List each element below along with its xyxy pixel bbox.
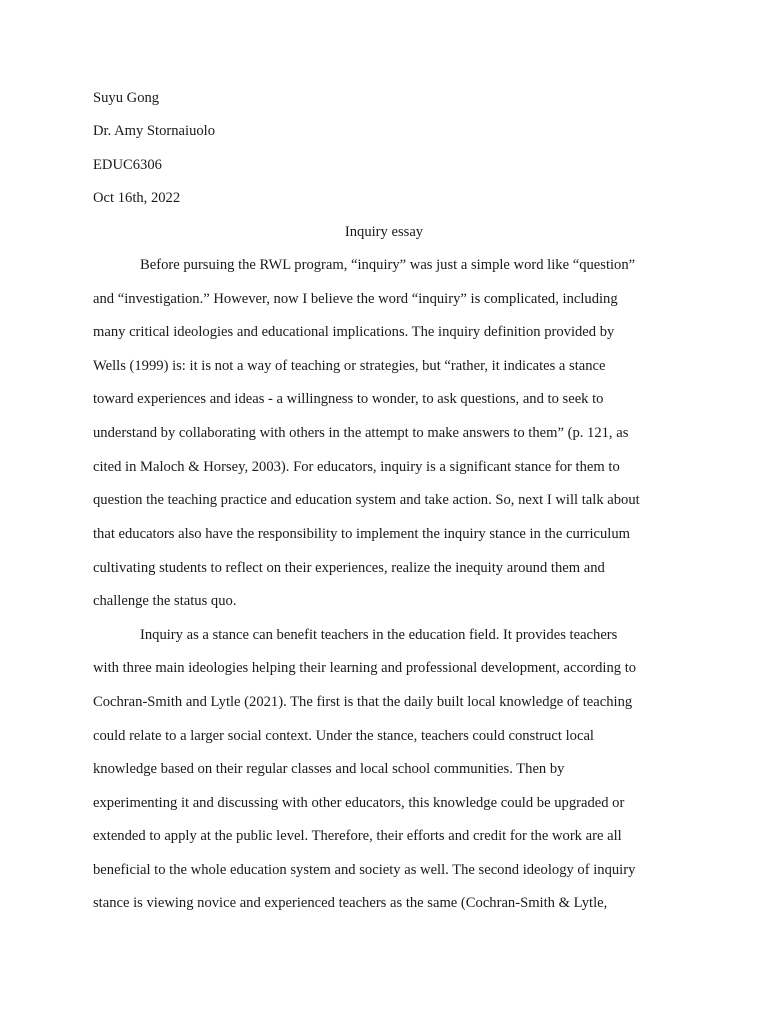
paragraph-line: challenge the status quo.	[93, 593, 237, 609]
instructor-name: Dr. Amy Stornaiuolo	[93, 123, 216, 139]
author-name: Suyu Gong	[93, 90, 160, 106]
course-code: EDUC6306	[93, 157, 162, 173]
essay-title: Inquiry essay	[344, 224, 424, 240]
paragraph-line: Wells (1999) is: it is not a way of teaching or strategies, but “rather, it indicates a stance	[93, 358, 606, 374]
paragraph-line: could relate to a larger social context. Under the stance, teachers could construct local	[93, 728, 594, 744]
paragraph-line: understand by collaborating with others in the attempt to make answers to them” (p. 121, as	[93, 425, 629, 441]
paragraph-line: Before pursuing the RWL program, “inquiry” was just a simple word like “question”	[140, 257, 636, 273]
paragraph-line: toward experiences and ideas - a willingness to wonder, to ask questions, and to seek to	[93, 391, 604, 407]
paragraph-line: Inquiry as a stance can benefit teachers in the education field. It provides teachers	[140, 627, 618, 643]
paragraph-line: many critical ideologies and educational implications. The inquiry definition provided by	[93, 324, 615, 340]
paragraph-line: stance is viewing novice and experienced teachers as the same (Cochran-Smith & Lytle,	[93, 895, 608, 911]
paragraph-line: experimenting it and discussing with other educators, this knowledge could be upgraded or	[93, 795, 625, 811]
paragraph-line: cited in Maloch & Horsey, 2003). For educators, inquiry is a significant stance for them to	[93, 459, 620, 475]
paragraph-line: question the teaching practice and education system and take action. So, next I will talk about	[93, 492, 640, 508]
paragraph-line: extended to apply at the public level. Therefore, their efforts and credit for the work are all	[93, 828, 622, 844]
paragraph-line: Cochran-Smith and Lytle (2021). The first is that the daily built local knowledge of teaching	[93, 694, 633, 710]
paragraph-line: knowledge based on their regular classes and local school communities. Then by	[93, 761, 565, 777]
document-date: Oct 16th, 2022	[93, 190, 181, 206]
paragraph-line: that educators also have the responsibility to implement the inquiry stance in the curriculum	[93, 526, 630, 542]
paragraph-line: cultivating students to reflect on their experiences, realize the inequity around them and	[93, 560, 605, 576]
paragraph-line: with three main ideologies helping their learning and professional development, according to	[93, 660, 637, 676]
paragraph-line: beneficial to the whole education system and society as well. The second ideology of inquiry	[93, 862, 636, 878]
paragraph-line: and “investigation.” However, now I believe the word “inquiry” is complicated, including	[93, 291, 618, 307]
